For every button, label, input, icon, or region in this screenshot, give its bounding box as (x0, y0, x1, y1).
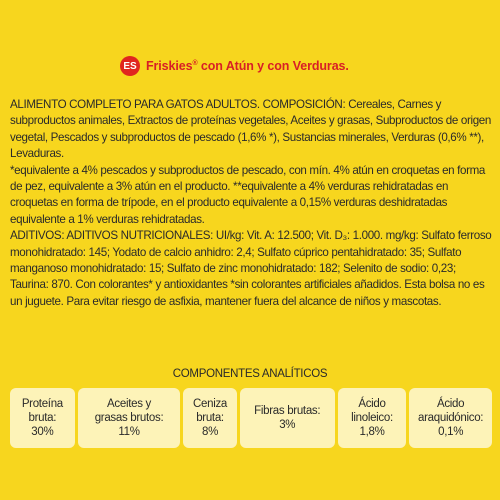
component-label: Fibras brutas: (254, 405, 321, 417)
product-title (146, 59, 349, 73)
language-badge: ES (120, 56, 140, 76)
component-label: Ácido araquidónico: (418, 398, 484, 424)
equivalence-paragraph: *equivalente a 4% pescados y subproductos de pescado, con mín. 4% atún en croquetas en forma de pez, equivalente a 3% atún en el producto. **equivalente a 4% verduras rehidratadas en croquetas en forma de trípode, en el producto equivalente a 0,15% verduras deshidratadas equivalente a 1% verduras rehidratadas. (10, 163, 486, 226)
component-value: 11% (118, 426, 140, 438)
analytical-components-grid (10, 388, 492, 448)
label-text (10, 97, 492, 310)
component-box-fiber (240, 388, 335, 448)
component-box-arachidonic (409, 388, 492, 448)
component-value: 0,1% (438, 426, 464, 438)
component-box-ash (183, 388, 236, 448)
component-label: Ácido linoleico: (351, 398, 393, 424)
analytical-title: COMPONENTES ANALÍTICOS (172, 368, 328, 380)
brand-name: Friskies (146, 59, 193, 73)
additives-paragraph: ADITIVOS: ADITIVOS NUTRICIONALES: UI/kg: Vit. A: 12.500; Vit. D₃: 1.000. mg/kg: Sulfato ferroso monohidratado: 145; Yodato de calcio anhidro: 2,4; Sulfato cúprico pentahidratado: 35; Sulfato manganoso monohidratado: 15; Sulfato de zinc monohidratado: 182; Selenito de sodio: 0,23; Taurina: 870. Con colorantes* y antioxidantes *sin colorantes artificiales añadidos. Esta bolsa no es un juguete. Para evitar riesgo de asfixia, mantener fuera del alcance de niños y mascotas. (10, 229, 492, 308)
component-value: 30% (31, 426, 54, 438)
component-label: Ceniza bruta: (193, 398, 228, 424)
component-value: 3% (279, 419, 296, 431)
component-value: 8% (202, 426, 219, 438)
component-value: 1,8% (359, 426, 385, 438)
component-box-oils-fats (78, 388, 181, 448)
product-header (120, 56, 349, 76)
component-label: Aceites y grasas brutos: (94, 398, 164, 424)
composition-paragraph: ALIMENTO COMPLETO PARA GATOS ADULTOS. COMPOSICIÓN: Cereales, Carnes y subproductos animales, Extractos de proteínas vegetales, Aceites y grasas, Subproductos de origen vegetal, Pescados y subproductos de pescado (1,6% *), Sustancias minerales, Verduras (0,6% **), Levaduras. (10, 98, 491, 161)
component-label: Proteína bruta: (21, 398, 63, 424)
component-box-protein (10, 388, 75, 448)
component-box-linoleic (338, 388, 407, 448)
product-variant: con Atún y con Verduras. (197, 59, 349, 73)
trademark-symbol: ® (192, 59, 198, 67)
